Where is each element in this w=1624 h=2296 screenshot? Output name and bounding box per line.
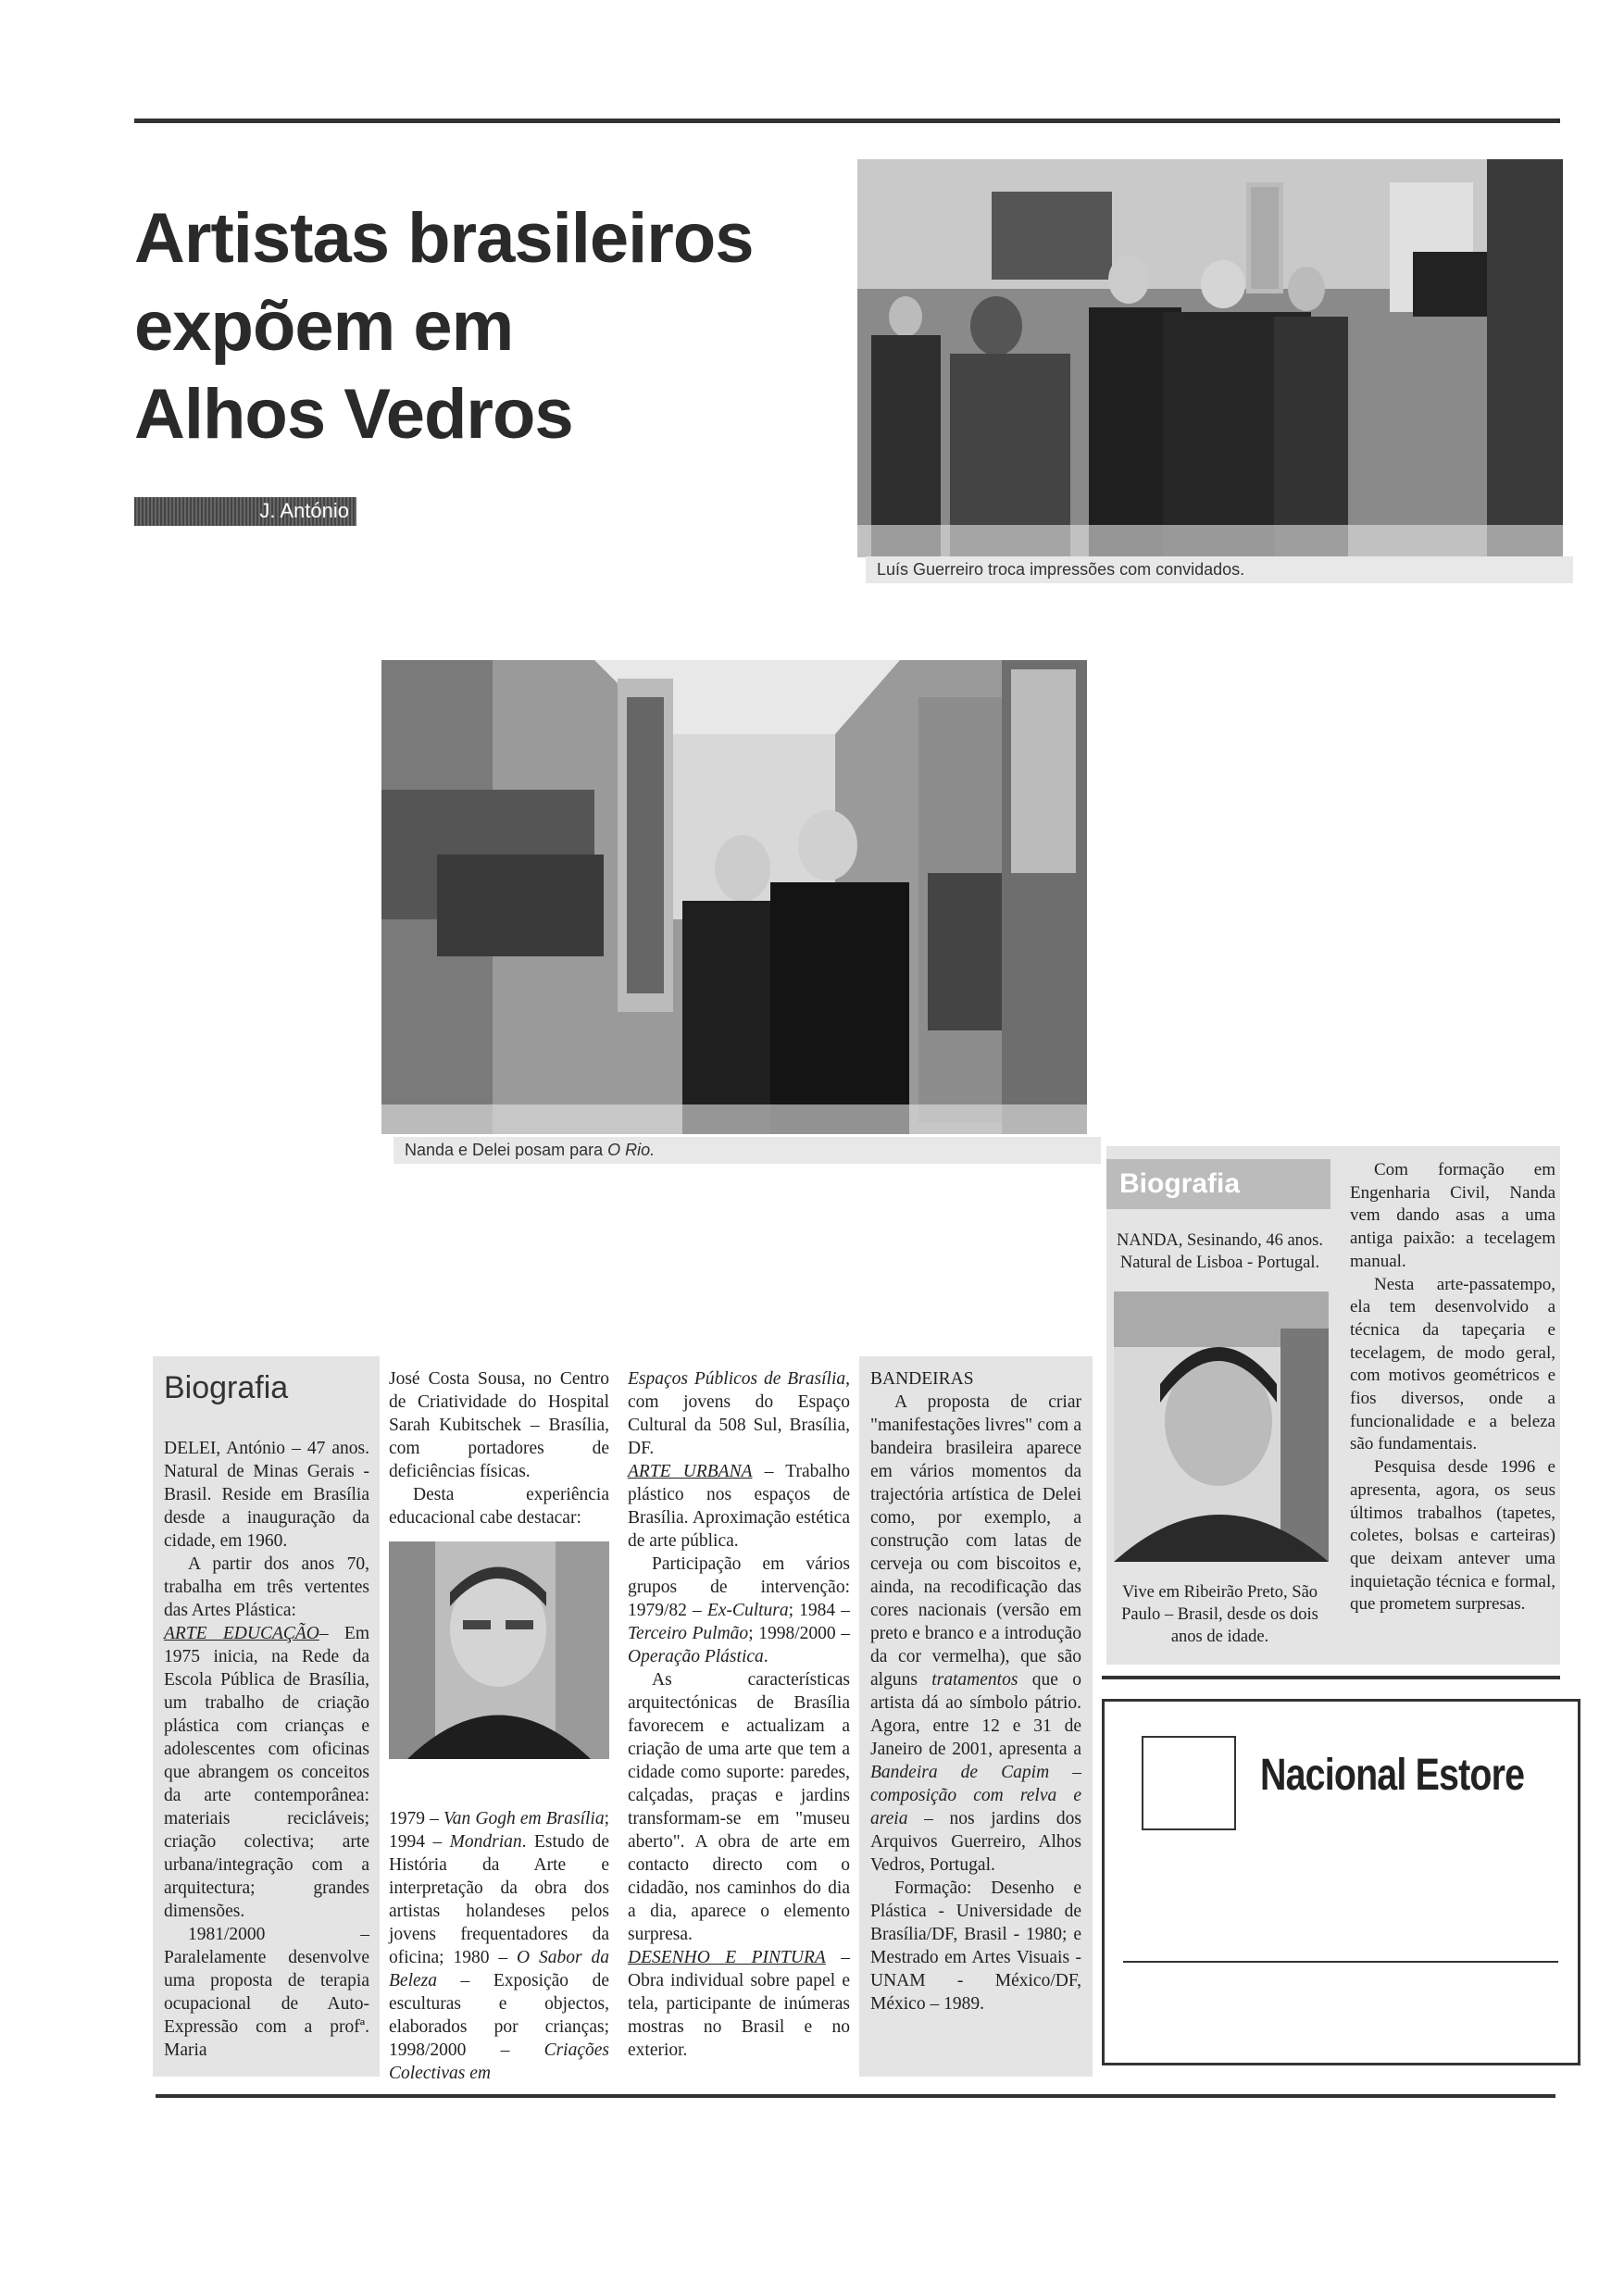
photo-nanda-delei: [381, 660, 1087, 1134]
subhead-arte-educacao: ARTE EDUCAÇÃO: [164, 1624, 319, 1643]
bio-delei-col2-top: [389, 1367, 609, 1529]
bio-nanda-para: Com formação em Engenharia Civil, Nanda vem dando asas a uma antiga paixão: a tecelagem manual.: [1350, 1160, 1555, 1271]
work-title: Ex-Cultura: [706, 1601, 789, 1620]
bio-delei-col2-bottom: [389, 1807, 609, 2085]
bottom-rule: [156, 2094, 1555, 2098]
headline-line-2: expõem em: [134, 287, 514, 366]
headline: [134, 194, 856, 458]
txt: A proposta de criar "manifestações livres" com a bandeira brasileira aparece em vários momentos da trajectória artística de Delei como, por exemplo, a construção com latas de cerveja ou com biscoitos e, ainda, na recodificação das cores nacionais (versão em preto e branco e a introdução da cor vermelha), que são alguns: [870, 1392, 1081, 1690]
work-title: Operação Plástica: [628, 1647, 764, 1666]
bio-nanda-intro: NANDA, Sesinando, 46 anos. Natural de Lisboa - Portugal.: [1116, 1231, 1323, 1272]
work-title: Terceiro Pulmão: [628, 1624, 749, 1643]
byline-author: J. António: [259, 499, 349, 522]
txt: Participação em vários grupos de intervenção: 1979/82 –: [628, 1554, 850, 1620]
photo-nanda-portrait-image: [1114, 1292, 1329, 1562]
txt: – Exposição de esculturas e objectos, elaborados por crianças; 1998/2000 –: [389, 1971, 609, 2060]
caption-newspaper: O Rio.: [607, 1141, 656, 1159]
ad-top-rule: [1102, 1676, 1560, 1679]
subhead-desenho-pintura: DESENHO E PINTURA: [628, 1948, 826, 1967]
bio-nanda-banner: Biografia: [1106, 1159, 1330, 1209]
work-title: Criações Colectivas em: [389, 2040, 609, 2083]
txt: ; 1984 –: [788, 1601, 850, 1620]
arte-educacao-text: – Em 1975 inicia, na Rede da Escola Pública de Brasília, um trabalho de criação plástica com crianças e adolescentes com oficinas que abrangem os conceitos da arte contemporânea: materiais recicláveis; criação colectiva; arte urbana/integração com a arquitectura; grandes dimensões.: [164, 1624, 369, 1921]
bio-delei-para: [628, 1553, 850, 1668]
txt: – nos jardins dos Arquivos Guerreiro, Alhos Vedros, Portugal.: [870, 1809, 1081, 1875]
top-rule: [134, 119, 1560, 123]
work-title: Mondrian: [449, 1832, 522, 1852]
work-title: Bandeira de Capim – composição com relva e areia: [870, 1763, 1081, 1828]
byline-bar: [134, 497, 356, 526]
txt: que o artista dá ao símbolo pátrio. Agora, entre 12 e 31 de Janeiro de 2001, apresenta a: [870, 1670, 1081, 1759]
bio-delei-col1: [164, 1437, 369, 2062]
bio-delei-para: As características arquitectónicas de Brasília favorecem e actualizam a criação de uma arte que tem a cidade como suporte: paredes, calçadas, praças e jardins transformam-se em "museu aberto". A obra de arte em contacto directo com o cidadão, nos caminhos do dia a dia, aparece o elemento surpresa.: [628, 1670, 850, 1944]
txt: .: [763, 1647, 768, 1666]
bio-delei-para: Formação: Desenho e Plástica - Universidade de Brasília/DF, Brasil - 1980; e Mestrado em Artes Visuais - UNAM - México/DF, México – 1989.: [870, 1878, 1081, 2014]
bio-delei-col4: [870, 1367, 1081, 2015]
photo-nanda-delei-caption: [394, 1137, 1101, 1164]
headline-line-1: Artistas brasileiros: [134, 199, 754, 278]
bio-delei-col3: [628, 1367, 850, 2062]
work-title: Van Gogh em Brasília: [443, 1809, 605, 1828]
ad-title: Nacional Estore: [1260, 1751, 1525, 1800]
bio-delei-works-1979: [389, 1807, 609, 2085]
photo-delei-portrait: [389, 1541, 609, 1759]
photo-nanda-portrait: [1114, 1292, 1329, 1562]
bio-delei-intro: DELEI, António – 47 anos. Natural de Minas Gerais - Brasil. Reside em Brasília desde a inauguração da cidade, em 1960.: [164, 1439, 369, 1551]
photo-nanda-delei-image: [381, 660, 1087, 1134]
txt: – Obra individual sobre papel e tela, participante de inúmeras mostras no Brasil e no exterior.: [628, 1948, 850, 2060]
ad-divider: [1123, 1961, 1558, 1963]
bio-nanda-photo-caption: Vive em Ribeirão Preto, São Paulo – Brasil, desde os dois anos de idade.: [1121, 1583, 1318, 1646]
photo-guests: [857, 159, 1563, 557]
bio-nanda-text: [1350, 1159, 1555, 1616]
bio-delei-para: José Costa Sousa, no Centro de Criatividade do Hospital Sarah Kubitschek – Brasília, com portadores de deficiências físicas.: [389, 1369, 609, 1481]
bio-nanda-para: Pesquisa desde 1996 e apresenta, agora, os seus últimos trabalhos (tapetes, coletes, bolsas e carteiras) que deixam antever uma inquietação técnica e formal, que prometem surpresas.: [1350, 1457, 1555, 1615]
bio-delei-para: [628, 1367, 850, 1460]
photo-delei-portrait-image: [389, 1541, 609, 1759]
photo-guests-image: [857, 159, 1563, 557]
bio-delei-arte-educacao: [164, 1622, 369, 1923]
bio-delei-title: Biografia: [164, 1370, 289, 1405]
txt: , com jovens do Espaço Cultural da 508 Sul, Brasília, DF.: [628, 1369, 850, 1458]
headline-line-3: Alhos Vedros: [134, 375, 573, 454]
ad-logo-box: [1142, 1736, 1236, 1830]
txt: ; 1994 –: [389, 1809, 609, 1852]
caption-text: Nanda e Delei posam para: [405, 1141, 608, 1159]
bio-delei-para: [870, 1391, 1081, 1877]
txt: . Estudo de História da Arte e interpretação da obra dos artistas holandeses pelos jovens frequentadores da oficina; 1980 –: [389, 1832, 610, 1967]
txt: 1979 –: [389, 1809, 444, 1828]
bio-delei-desenho: [628, 1946, 850, 2062]
work-title: Espaços Públicos de Brasília: [628, 1369, 846, 1389]
photo-guests-caption: Luís Guerreiro troca impressões com convidados.: [866, 556, 1573, 583]
subhead-arte-urbana: ARTE URBANA: [628, 1462, 753, 1481]
bio-delei-para: 1981/2000 – Paralelamente desenvolve uma proposta de terapia ocupacional de Auto-Expressão com a profª. Maria: [164, 1925, 369, 2060]
bio-delei-arte-urbana: [628, 1460, 850, 1553]
subhead-bandeiras: BANDEIRAS: [870, 1369, 974, 1389]
txt: ; 1998/2000 –: [748, 1624, 850, 1643]
bio-nanda-para: Nesta arte-passatempo, ela tem desenvolvido a técnica da tapeçaria e tecelagem, de modo geral, com motivos geométricos e fios diversos, onde a funcionalidade e a beleza são fundamentais.: [1350, 1274, 1555, 1454]
txt: – Trabalho plástico nos espaços de Brasília. Aproximação estética de arte pública.: [628, 1462, 850, 1551]
bio-delei-para: A partir dos anos 70, trabalha em três vertentes das Artes Plástica:: [164, 1554, 369, 1620]
bio-delei-para: Desta experiência educacional cabe destacar:: [389, 1485, 609, 1528]
work-title: O Sabor da Beleza: [389, 1948, 610, 1990]
ad-nacional-estore: [1102, 1699, 1580, 2065]
work-title: tratamentos: [931, 1670, 1018, 1690]
